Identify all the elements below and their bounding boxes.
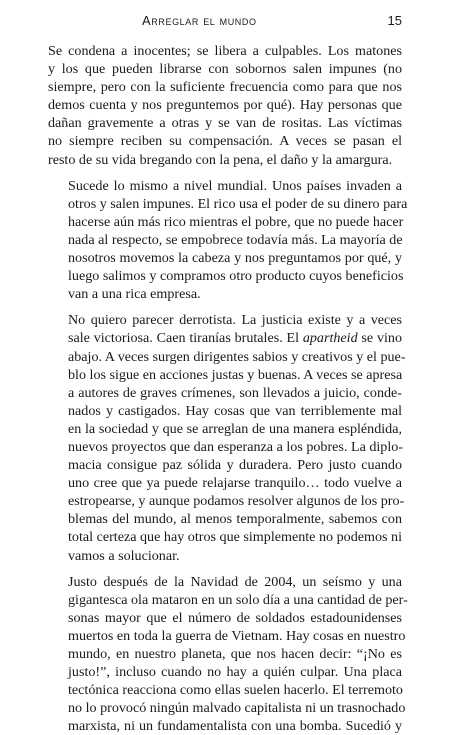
running-title: Arreglar el mundo [142, 13, 257, 28]
text-line: total certeza que hay otros que simplemente no podemos ni [68, 529, 402, 546]
text-line: estropearse, y aunque podamos resolver algunos de los pro- [68, 493, 405, 510]
text-line: mundo, en nuestro planeta, que nos hacen decir: “¡No es [68, 646, 402, 662]
text-line: blo los sigue en acciones justas y buenas. A veces se apresa [68, 366, 403, 383]
text-line: hacerse aún más rico mientras el pobre, que no puede hacer [68, 213, 404, 230]
paragraph-3 [48, 311, 406, 564]
text-line: tectónica reacciona como ellas suelen hacerlo. El terremoto [68, 682, 403, 699]
paragraph-1 [48, 42, 402, 169]
text-line: en la sociedad y que se arreglan de una manera espléndida, [68, 420, 402, 437]
text-line: y los que pueden librarse con sobornos salen impunes (no [48, 61, 402, 78]
paragraph-4 [48, 573, 408, 735]
text-line-with-italic: sale victoriosa. Caen tiranías brutales. El apartheid se vino [68, 330, 403, 347]
text-line: no siempre reciben su compensación. A veces se pasan el [48, 133, 402, 150]
text-line: sonas mayor que el número de soldados estadounidenses [68, 609, 402, 626]
page-number: 15 [387, 13, 402, 28]
text-line: siempre, pero con la suficiente frecuencia como para que nos [48, 79, 402, 96]
text-line: nuevos proyectos que dan esperanza a los pobres. La diplo- [68, 438, 404, 455]
text-line: otros y salen impunes. El rico usa el poder de su dinero para [68, 195, 408, 212]
text-line: Sucede lo mismo a nivel mundial. Unos países invaden a [68, 177, 402, 194]
text-line: no lo provocó ningún malvado capitalista ni un trasnochado [68, 700, 406, 717]
italic-word: apartheid [302, 330, 358, 347]
text-line: van a una rica empresa. [68, 286, 201, 303]
paragraph-2 [48, 177, 408, 304]
text-line: Justo después de la Navidad de 2004, un seísmo y una [68, 573, 402, 590]
text-line: macia consigue paz sólida y duradera. Pero justo cuando [68, 457, 402, 474]
text-line: resto de su vida bregando con la pena, el daño y la amargura. [48, 151, 393, 168]
text-line: gigantesca ola mataron en un solo día a una cantidad de per- [68, 591, 408, 608]
text-line: abajo. A veces surgen dirigentes sabios y creativos y el pue- [68, 348, 406, 365]
text-line: a autores de graves crímenes, son llevados a juicio, conde- [68, 384, 402, 401]
text-line: nados y castigados. Hay cosas que van terriblemente mal [68, 402, 402, 419]
text-line: marxista, ni un fundamentalista con una bomba. Sucedió y [68, 718, 402, 735]
body-text [48, 42, 408, 735]
text-line: blemas del mundo, al menos temporalmente, sabemos con [68, 511, 402, 528]
text-line: luego salimos y compramos otro producto cuyos beneficios [68, 268, 404, 285]
text-line: nada al respecto, se empobrece todavía más. La mayoría de [68, 231, 403, 248]
text-line: demos cuenta y nos preguntemos por qué). Hay personas que [48, 97, 402, 114]
text-line: nosotros movemos la cabeza y nos preguntamos por qué, y [68, 250, 402, 267]
text-line: uno cree que ya puede relajarse tranquilo… todo vuelve a [68, 475, 402, 492]
text-line: No quiero parecer derrotista. La justicia existe y a veces [68, 312, 402, 329]
text-line: Se condena a inocentes; se libera a culpables. Los matones [48, 43, 402, 59]
text-line: justo!”, incluso cuando no hay a quién culpar. Una placa [68, 664, 402, 681]
text-line: vamos a solucionar. [68, 547, 180, 564]
text-line: dañan gravemente a otras y se van de rositas. Las víctimas [48, 115, 402, 132]
running-head [48, 13, 402, 33]
text-line: muertos en toda la guerra de Vietnam. Hay cosas en nuestro [68, 627, 406, 644]
